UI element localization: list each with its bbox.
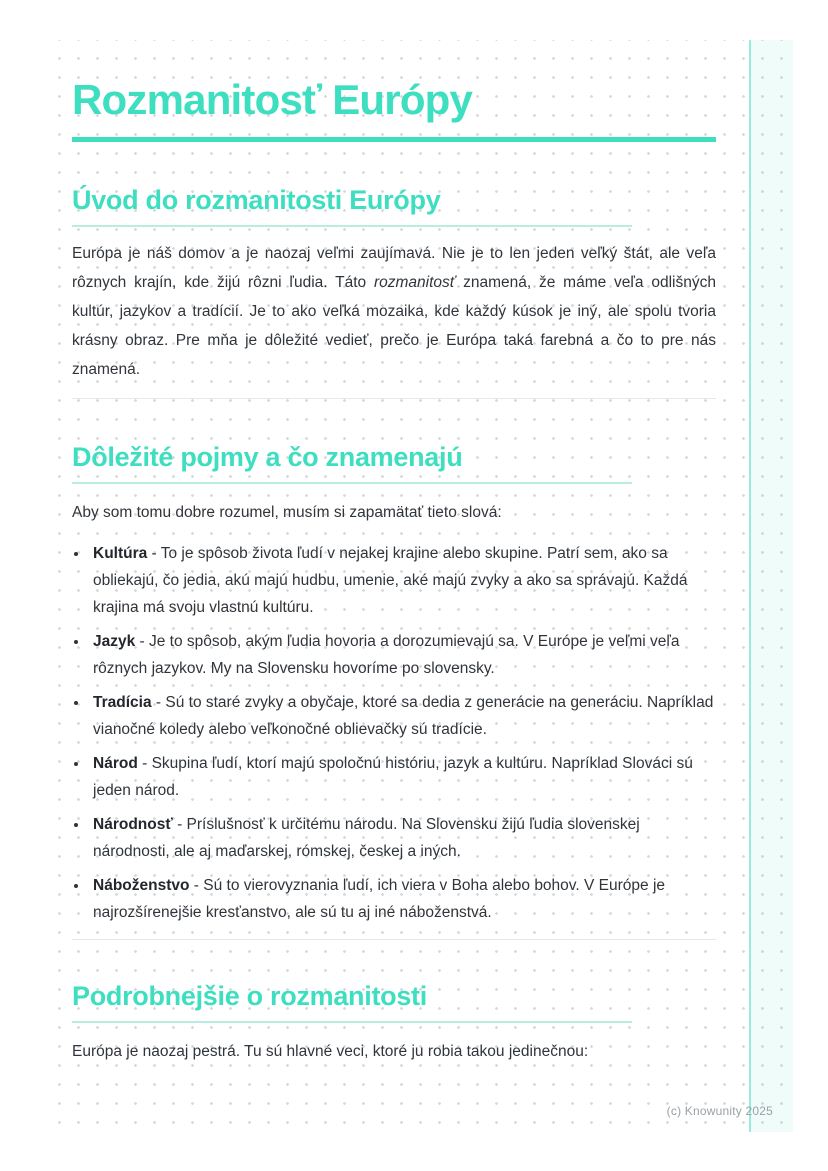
- term-label: Náboženstvo: [93, 877, 190, 894]
- section-intro: [72, 184, 716, 384]
- italic-term: rozmanitosť: [373, 274, 456, 291]
- section-details: [72, 980, 716, 1066]
- list-item-narod: [89, 750, 716, 804]
- term-description: - To je spôsob života ľudí v nejakej krajine alebo skupine. Patrí sem, ako sa obliekajú, čo jedia, akú majú hudbu, umenie, aké majú zvyky a ako sa správajú. Každá krajina má svoju vlastnú kultúru.: [93, 545, 688, 616]
- term-description: - Sú to vierovyznania ľudí, ich viera v Boha alebo bohov. V Európe je najrozšírenejšie kresťanstvo, ale sú tu aj iné náboženstvá.: [93, 877, 666, 921]
- term-label: Národ: [93, 755, 138, 772]
- right-accent-band: [749, 40, 793, 1132]
- dotted-notes-sheet: [44, 40, 791, 1132]
- list-item-tradicia: [89, 689, 716, 743]
- term-label: Kultúra: [93, 545, 148, 562]
- page-title: Rozmanitosť Európy: [72, 76, 473, 123]
- section-terms: [72, 441, 716, 926]
- term-description: - Je to spôsob, akým ľudia hovoria a dorozumievajú sa. V Európe je veľmi veľa rôznych jazykov. My na Slovensku hovoríme po slovensky.: [93, 633, 680, 677]
- term-description: - Sú to staré zvyky a obyčaje, ktoré sa dedia z generácie na generáciu. Napríklad vianočné koledy alebo veľkonočné oblievačky sú tradície.: [93, 694, 714, 738]
- section-heading-intro: Úvod do rozmanitosti Európy: [72, 184, 632, 227]
- intro-paragraph: [72, 239, 716, 384]
- section-divider: [72, 398, 716, 399]
- term-list: [72, 540, 716, 926]
- title-rule: [72, 137, 716, 142]
- term-label: Jazyk: [93, 633, 136, 650]
- term-label: Národnosť: [93, 816, 173, 833]
- paragraph-text-lead: Európa je náš domov a je naozaj veľmi zaujímavá. Nie je to len jeden veľký štát, ale veľa rôznych krajín, kde žijú rôzni ľudia. Táto: [72, 245, 716, 291]
- list-item-kultura: [89, 540, 716, 621]
- document-content: [72, 40, 716, 1066]
- term-description: - Príslušnosť k určitému národu. Na Slovensku žijú ľudia slovenskej národnosti, ale aj maďarskej, rómskej, českej a iných.: [93, 816, 640, 860]
- footer-credit: (c) Knowunity 2025: [666, 1104, 773, 1118]
- details-intro-text: Európa je naozaj pestrá. Tu sú hlavné veci, ktoré ju robia takou jedinečnou:: [72, 1043, 589, 1060]
- section-heading-details: Podrobnejšie o rozmanitosti: [72, 980, 632, 1023]
- list-item-narodnost: [89, 811, 716, 865]
- list-item-nabozenstvo: [89, 872, 716, 926]
- terms-intro-text: Aby som tomu dobre rozumel, musím si zapamätať tieto slová:: [72, 504, 502, 521]
- section-divider: [72, 939, 716, 940]
- list-item-jazyk: [89, 628, 716, 682]
- paragraph-text-tail: znamená, že máme veľa odlišných kultúr, jazykov a tradícií. Je to ako veľká mozaika, kde každý kúsok je iný, ale spolu tvoria krásny obraz. Pre mňa je dôležité vedieť, prečo je Európa taká farebná a čo to pre nás znamená.: [72, 274, 716, 378]
- term-description: - Skupina ľudí, ktorí majú spoločnú históriu, jazyk a kultúru. Napríklad Slováci sú jeden národ.: [93, 755, 693, 799]
- term-label: Tradícia: [93, 694, 152, 711]
- section-heading-terms: Dôležité pojmy a čo znamenajú: [72, 441, 632, 484]
